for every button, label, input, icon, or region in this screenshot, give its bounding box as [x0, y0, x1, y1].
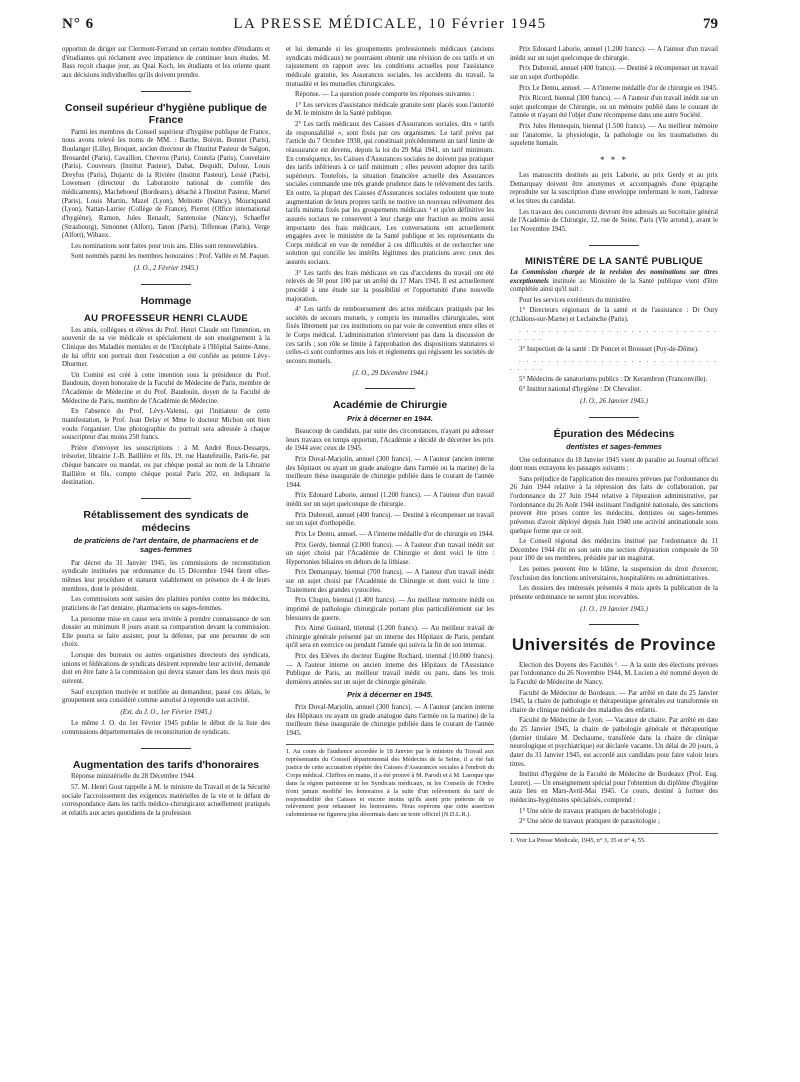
ministere-paragraph: 3° Inspection de la santé : Dr Poncet et Brousset (Puy-de-Dôme). [519, 345, 699, 353]
ministere-lead [510, 269, 718, 295]
epuration-subtitle: dentistes et sages-femmes [566, 442, 662, 452]
tarifs-paragraph: 4° Les tarifs de remboursement des actes médicaux pratiqués par les sociétés de secours mutuels, y compris les mutuelles chirurgicales, sont fixés librement par ces institutions ou par voie de convention entre elles et le Corps médical. L'administration n'intervient pas dans la discussion de ces tarifs ; son rôle se limite à l'approbation des dispositions statutaires si celles-ci sont conformes aux lois et règlements qui régissent les sociétés de secours mutuels. [286, 306, 494, 365]
hommage-subtitle: AU PROFESSEUR HENRI CLAUDE [83, 313, 249, 325]
section-divider [365, 388, 415, 389]
ministere-source: (J. O., 26 Janvier 1945.) [580, 398, 648, 406]
syndicats-paragraph: La personne mise en cause sera invitée à prendre connaissance de son dossier au minimum 8 jours avant sa comparution devant la commission. Elle pourra se faire assister, pour la défense, par une personne de son choix. [62, 615, 270, 649]
section-divider [589, 245, 639, 246]
epuration-paragraph: Sans préjudice de l'application des mesures prévues par l'ordonnance du 26 Juin 1944 relative à la répression des faits de collaboration, par l'ordonnance du 27 Juin 1944 relative à l'épuration administrative, par l'ordonnance du 26 Août 1944 instituant l'indignité nationale, des sanctions peuvent être prises contre les médecins, dentistes ou sages-femmes prévenus d'avoir déployé depuis Juin 1940 une activité antinationale sous quelque forme que ce soit. [510, 475, 718, 535]
epuration-paragraph: Une ordonnance du 18 Janvier 1945 vient de paraître au Journal officiel dont nous extrayons les passages suivants : [510, 456, 718, 473]
tarifs-title: Augmentation des tarifs d'honoraires [72, 758, 260, 771]
academie-paragraph: Les travaux des concurrents devront être adressés au Secrétaire général de l'Académie de Chirurgie, 12, rue de Seine, Paris (VIe arrond.), avant le 1er Novembre 1945. [510, 208, 718, 233]
epuration-source: (J. O., 19 Janvier 1945.) [580, 605, 648, 613]
syndicats-source: (Ext. du J. O., 1er Février 1945.) [120, 708, 212, 716]
prix-paragraph: Prix Aimé Guinard, triennal (1.200 francs). — Au meilleur travail de chirurgie générale présenté par un interne des Hôpitaux de Paris, pendant qu'il sera en exercice ou pendant l'année qui suivra la fin de son internat. [286, 625, 494, 650]
academie-paragraph: Les manuscrits destinés au prix Laborie, au prix Gerdy et au prix Demarquay doivent être anonymes et accompagnés d'une épigraphe reproduite sur la suscription d'une enveloppe renfermant le nom, l'adresse et les titres du candidat. [510, 172, 718, 205]
intro-paragraph: opportun de diriger sur Clermont-Ferrand un certain nombre d'étudiants et d'étudiantes qui réclament avec impatience de continuer leurs études. M. Bass reçoit chaque jour, au Quai Koch, les étudiants et les oriente quant aux décisions individuelles qu'ils doivent prendre. [62, 46, 270, 79]
ministere-paragraph: 6° Institut national d'hygiène : Dr Chevalier. [519, 386, 642, 394]
prix-paragraph: Prix Ricord, biennal (300 francs). — A l'auteur d'un travail inédit sur un sujet quelconque de Chirurgie, ou un mémoire publié dans le courant de l'année et n'ayant été l'objet d'une récompense dans une autre Société. [510, 95, 718, 120]
section-divider [141, 284, 191, 285]
section-divider [589, 417, 639, 418]
epuration-paragraph: Les peines peuvent être le blâme, la suspension du droit d'exercer, l'exclusion des fonctions universitaires, hospitalières ou administratives. [510, 566, 718, 582]
prix-paragraph: Prix Le Dentu, annuel. — A l'interne médaille d'or de chirurgie en 1944. [295, 530, 494, 538]
prix-paragraph: Prix Dubreuil, annuel (400 francs). — Destiné à récompenser un travail sur un sujet d'orthopédie. [286, 511, 494, 528]
footnote [286, 744, 494, 819]
tarifs-paragraph: 57. M. Henri Gout rappelle à M. le ministre du Travail et de la Sécurité sociale l'accroissement des exigences matérielles de la vie et le défaut de correspondance dans les tarifs médico-chirurgicaux actuellement pratiqués et relatifs aux actes quotidiens de la profession [62, 783, 270, 817]
prix-paragraph: Prix Edouard Laborie, annuel (1.200 francs). — A l'auteur d'un travail inédit sur un sujet quelconque de chirurgie. [286, 492, 494, 509]
hommage-paragraph: Prière d'envoyer les souscriptions : à M. André Roux-Dessarps, trésorier, librairie J.-B. Baillière et fils, 19, rue Hautefeuille, Paris-6e, par chèque bancaire ou mandat, ou par chèque postal au nom de la Librairie Baillière et fils, compte chèque postal Paris 202, en indiquant la destination. [62, 444, 270, 487]
tarifs-source: (J. O., 29 Décembre 1944.) [352, 369, 428, 377]
epuration-paragraph: Les dossiers des intéressés présentés 4 mois après la publication de la présente ordonnance ne seront plus recevables. [510, 585, 718, 601]
prix-paragraph: Prix Dubreuil, annuel (400 francs). — Destiné à récompenser un travail sur un sujet d'orthopédie. [510, 65, 718, 81]
column-middle [286, 46, 494, 1072]
column-left [62, 46, 270, 1072]
epuration-paragraph: Le Conseil régional des médecins institué par l'ordonnance du 11 Décembre 1944 élit en son sein une section d'épuration composée de 50 pour 100 de ses membres, présidée par un magistrat. [510, 538, 718, 563]
academie-subheading: Prix à décerner en 1945. [347, 689, 433, 699]
elision-dots: . . . . . . . . . . . . . . . . . . . . . . . . . . . . . . . . [510, 326, 718, 343]
syndicats-paragraph: Par décret du 31 Janvier 1945, les commissions de reconstitution syndicale instituées par ordonnance du 15 Décembre 1944 firent elles-mêmes leur procédure et statuent valablement en présence de 4 de leurs membres, dont le président. [62, 559, 270, 593]
hommage-paragraph: En l'absence du Prof. Lévy-Valensi, qui l'initiateur de cette manifestation, le Prof. Jean Delay et Mme le docteur Michon ont bien voulu l'organiser. Une photographie du portrait sera adressée à chaque souscripteur d'au moins 250 francs. [62, 408, 270, 442]
ministere-lead-rest: instituée au Ministère de la Santé publique vient d'être complétée ainsi qu'il suit : [510, 277, 718, 294]
academie-title: Académie de Chirurgie [332, 399, 448, 412]
column-right [510, 46, 718, 1072]
tarifs-paragraph: Réponse. — La question posée comporte les réponses suivantes : [295, 91, 475, 99]
syndicats-paragraph: Les commissions sont saisies des plaintes portées contre les médecins, praticiens de l'art dentaire, pharmaciens ou sages-femmes. [62, 596, 270, 612]
prix-paragraph: Prix Duval-Marjolin, annuel (300 francs). — A l'auteur (ancien interne des Hôpitaux ou ayant un grade analogue dans l'armée ou la marine) de la meilleure thèse inaugurale de chirurgie publiée dans le courant de l'année 1945. [286, 703, 494, 737]
hommage-paragraph: Un Comité est créé à cette intention sous la présidence du Prof. Baudouin, doyen honoraire de la Faculté de Médecine de Paris, membre de l'Académie de Médecine et du Prof. Baudouin, doyen de la Faculté de Médecine de Paris, membre de l'Académie de Médecine. [62, 371, 270, 405]
universites-title: Universités de Province [511, 635, 717, 655]
journal-title: LA PRESSE MÉDICALE, 10 Février 1945 [233, 16, 547, 32]
syndicats-paragraph: Sauf exception motivée et notifiée au demandeur, passé ces délais, le groupement sera considéré comme autorisé à reprendre son activité. [62, 688, 270, 705]
syndicats-paragraph: Le même J. O. du 1er Février 1945 publie le début de la liste des commissions départementales de reconstitution de syndicats. [62, 720, 270, 737]
conseil-paragraph: Les nominations sont faites pour trois ans. Elles sont renouvelables. [71, 242, 258, 250]
section-divider [141, 748, 191, 749]
tarifs-paragraph: et lui demande si les groupements professionnels médicaux (anciens syndicats médicaux) ne pourraient obtenir une révision de ces tarifs et un rajustement en rapport avec les conditions actuelles pour l'assistance médicale gratuite, les Assurances sociales, les accidents du travail, la mutualité et les mutuelles chirurgicales. [286, 46, 494, 88]
conseil-paragraph: Sont nommés parmi les membres honoraires : Prof. Vallée et M. Paquet. [71, 253, 270, 261]
conseil-title: Conseil supérieur d'hygiène publique de France [64, 101, 268, 127]
tarifs-paragraph: 2° Les tarifs médicaux des Caisses d'Assurances sociales, dits « tarifs de responsabilité », sont fixés par ces organismes. Le tarif prévu par l'article du 7 Octobre 1938, qui constituait précédemment un tarif limite de réassurance est devenu, depuis la loi du 29 Mai 1941, un tarif minimum. En conséquence, les Caisses d'Assurances sociales ne doivent pas pratiquer des tarifs inférieurs à ce tarif minimum ; elles peuvent adopter des tarifs supérieurs. Toutefois, la situation financière actuelle des Assurances sociales commande une très grande prudence dans le relèvement des tarifs. En outre, la plupart des Caisses d'Assurances sociales redoutent que toute augmentation de leurs propres tarifs ne motive un nouveau relèvement des tarifs minima fixés par les groupements médicaux ¹ et qu'en définitive les assurés sociaux ne conservent à leur charge une fraction au moins aussi importante des frais médicaux. Les conversations ont actuellement engagées avec le ministère de la Santé publique et les représentants du Corps médical en vue de remédier à ces difficultés et de rechercher une solution qui concilie les intérêts légitimes des praticiens avec ceux des assurés sociaux. [286, 121, 494, 266]
elision-dots: . . . . . . . . . . . . . . . . . . . . . . . . . . . . . . . . [510, 356, 718, 373]
footnote-text: 1. Voir La Presse Médicale, 1945, n° 3, 35 et n° 4, 55. [510, 836, 646, 844]
academie-subheading: Prix à décerner en 1944. [347, 413, 433, 423]
prix-paragraph: Prix Chupin, biennal (1.400 francs). — Au meilleur mémoire inédit ou imprimé de pathologie chirurgicale portant plus particulièrement sur les blessures de guerre. [286, 597, 494, 622]
page-header [62, 16, 718, 40]
tarifs-paragraph: 1° Les services d'assistance médicale gratuite sont placés sous l'autorité de M. le ministre de la Santé publique. [286, 101, 494, 118]
syndicats-paragraph: Lorsque des bureaux ou autres organismes directeurs des syndicats, unions et fédérations de syndicats désirent reprendre leur activité, demande doit en être faite à la commission qui devra statuer dans les deux mois qui suivent. [62, 652, 270, 685]
page-number: 79 [703, 16, 718, 32]
ministere-lead-bold: La Commission chargée de la revision des nominations sur titres exceptionnels [510, 268, 718, 285]
ministere-paragraph: 1° Directeurs régionaux de la santé et de l'assistance : Dr Oury (Châlons-sur-Marne) et Leclainche (Paris). [510, 307, 718, 324]
prix-paragraph: Prix Duval-Marjolin, annuel (300 francs). — A l'auteur (ancien interne des hôpitaux ou ayant un grade analogue dans l'armée ou la marine) de la meilleure thèse inaugurale de chirurgie publiée dans le courant de l'année 1944. [286, 455, 494, 489]
universites-paragraph: Faculté de Médecine de Lyon. — Vacance de chaire. Par arrêté en date du 25 Janvier 1945, la chaire de pathologie générale et thérapeutique (dernier titulaire M. Dechaume, transférée dans la chaire de clinique neurologique et psychiatrique) est déclarée vacante. Un délai de 20 jours, à dater du 31 Janvier 1945, est accordé aux candidats pour faire valoir leurs titres. [510, 717, 718, 768]
universites-paragraph: Institut d'hygiène de la Faculté de Médecine de Bordeaux (Prof. Eug. Leuret). — Un enseignement spécial pour l'obtention du diplôme d'hygiène aura lieu en Mars-Avril-Mai 1945. Ce cours, destiné à former des médecins-hygiénistes spécialisés, comprend : [510, 771, 718, 804]
hommage-paragraph: Les amis, collègues et élèves du Prof. Henri Claude ont l'intention, en souvenir de sa vie médicale et spécialement de son enseignement à la Clinique des Maladies mentales et de l'Encéphale à l'Hôpital Sainte-Anne, de lui offrir son portrait dont l'exécution a été confiée au peintre Lévy-Dhurmer. [62, 326, 270, 369]
footnote-text: 1. Au cours de l'audience accordée le 18 Janvier par le ministre du Travail aux représentants du Conseil départemental des Médecins de la Seine, il a été fait justice de cette accusation répétée des Caisses d'Assurances sociales à l'endroit du Corps médical. Chiffres en mains, il a été prouvé à M. Parodi et à M. Laroque que dans la région parisienne ni les Syndicats médicaux, ni les Conseils de l'Ordre n'ont jamais modifié les honoraires à la suite d'un relèvement du tarif de responsabilité des Caisses et encore moins qu'ils aient pris prétexte de ce relèvement pour rehausser les honoraires. Nous espérons que cette assertion calomnieuse ne figurera plus désormais dans un texte officiel (N.D.L.R.). [286, 748, 494, 819]
syndicats-subtitle: de praticiens de l'art dentaire, de pharmaciens et de sages-femmes [73, 536, 259, 555]
epuration-title: Épuration des Médecins [553, 427, 675, 440]
academie-paragraph: Beaucoup de candidats, par suite des circonstances, n'ayant pu adresser leurs travaux en temps opportun, l'Académie a décidé de décerner les prix de 1944 avec ceux de 1945. [286, 428, 494, 453]
universites-paragraph: Faculté de Médecine de Bordeaux. — Par arrêté en date du 25 Janvier 1945, la chaire de pathologie et thérapeutique générales est transformée en chaire de clinique médicale des maladies des enfants. [510, 689, 718, 714]
ministere-paragraph: Pour les services extérieurs du ministère. [519, 296, 632, 304]
prix-paragraph: Prix Le Dentu, annuel. — A l'interne médaille d'or de chirurgie en 1945. [519, 84, 718, 92]
hommage-title: Hommage [140, 294, 192, 307]
section-divider [589, 624, 639, 625]
universites-paragraph: Election des Doyens des Facultés ¹. — A la suite des élections prévues par l'ordonnance du 26 Novembre 1944, M. Lucien a été nommé doyen de la Faculté de Médecine de Nancy. [510, 661, 718, 686]
ministere-paragraph: 5° Médecins de sanatoriums publics : Dr Kerambrun (Franconville). [519, 375, 708, 383]
conseil-paragraph: Parmi les membres du Conseil supérieur d'hygiène publique de France, nous avons relevé les noms de MM. : Barthe, Boivin, Bonnet (Paris), Boulanger (Lille), Broquet, ancien directeur de l'Institut Pasteur de Saïgon, Brouardel (Paris), Cavaillon, Chevrou (Paris), Coutela (Paris), Couvelaire (Paris), Couvreurs (Institut Pasteur), Dabat, Dequidt, Dufour, Louis Dreyfus (Paris), Dujarric de la Rivière (Institut Pasteur), Lessé (Paris), Lowensen (directeur du Laboratoire national de contrôle des médicaments), Macheboeuf (Bordeaux), détaché à l'Institut Pasteur, Martel (Paris), Louis Martin, Mazel (Lyon), Melnotte (Nancy), Mouriquand (Lyon), Nattan-Larrier (Collège de France), Pierret (Office international d'hygiène), Ramon, Jules Renault, Santenoise (Nancy), Schaeffer (Strasbourg), Simonnet (Alfort), Tanon (Paris), Tiffeneau (Paris), Verge (Alfort), Wibaux. [62, 128, 270, 240]
prix-paragraph: Prix Jules Hennequin, biennal (1.500 francs). — Au meilleur mémoire sur l'anatomie, la physiologie, la pathologie ou les traumatismes du squelette humain. [510, 123, 718, 148]
prix-paragraph: Prix des Elèves du docteur Eugène Rochard, triennal (10.000 francs). — A l'auteur interne ou ancien interne des Hôpitaux de l'Assistance Publique de Paris, au meilleur travail inédit ou paru, dans les trois dernières années sur un sujet de chirurgie générale. [286, 653, 494, 686]
footnote [510, 833, 718, 845]
prix-paragraph: Prix Gerdy, biennal (2.000 francs). — A l'auteur d'un travail inédit sur un sujet choisi par l'Académie de Chirurgie et dont voici le titre : Hypertonies biliaires en dehors de la lithiase. [286, 541, 494, 566]
prix-paragraph: Prix Demarquay, biennal (700 francs). — A l'auteur d'un travail inédit sur un sujet choisi par l'Académie de Chirurgie et dont voici le titre : Traitement des grandes cystocèles. [286, 569, 494, 594]
ministere-title: MINISTÈRE DE LA SANTÉ PUBLIQUE [524, 255, 704, 267]
section-divider [141, 498, 191, 499]
asterism: * * * [600, 154, 628, 165]
issue-number: N° 6 [62, 16, 95, 32]
universites-paragraph: 1° Une série de travaux pratiques de bactériologie ; [519, 807, 661, 815]
syndicats-title: Rétablissement des syndicats de médecins [83, 508, 249, 534]
tarifs-paragraph: Réponse ministérielle du 28 Décembre 1944. [71, 773, 196, 781]
conseil-source: (J. O., 2 Février 1945.) [133, 265, 199, 273]
universites-paragraph: 2° Une série de travaux pratiques de parasitologie ; [519, 818, 660, 826]
prix-paragraph: Prix Edouard Laborie, annuel (1.200 francs). — A l'auteur d'un travail inédit sur un sujet quelconque de chirurgie. [510, 46, 718, 62]
section-divider [141, 91, 191, 92]
tarifs-paragraph: 3° Les tarifs des frais médicaux en cas d'accidents du travail ont été relevés de 50 pour 100 par un arrêté du 17 Mars 1943. Il est actuellement procédé à une étude sur la possibilité et l'opportunité d'une nouvelle majoration. [286, 269, 494, 303]
